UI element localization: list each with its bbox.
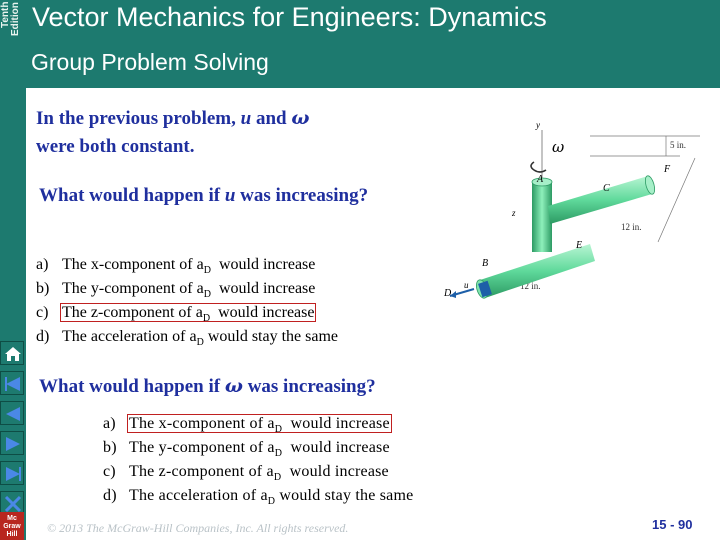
option-subscript: D bbox=[274, 448, 283, 460]
option-text: The y-component of a bbox=[62, 280, 204, 297]
copyright-notice: © 2013 The McGraw-Hill Companies, Inc. All rights reserved. bbox=[47, 521, 349, 535]
option-letter: b) bbox=[36, 280, 50, 297]
option-text-end: would increase bbox=[210, 256, 316, 273]
answer-option[interactable] bbox=[36, 253, 338, 277]
y-axis-label: y bbox=[536, 120, 540, 130]
question1-line2: were both constant. bbox=[36, 136, 195, 157]
option-subscript: D bbox=[274, 424, 283, 436]
navigation-sidebar bbox=[0, 88, 26, 540]
velocity-symbol: u bbox=[240, 108, 252, 129]
question1-and: and bbox=[251, 108, 292, 129]
next-slide-button[interactable] bbox=[0, 431, 24, 455]
pipe-assembly-figure bbox=[440, 118, 720, 318]
previous-slide-button[interactable] bbox=[0, 401, 24, 425]
correct-answer-highlight bbox=[60, 303, 316, 325]
answer-options-u bbox=[36, 253, 338, 349]
next-icon bbox=[2, 433, 24, 455]
question-constant-text bbox=[36, 104, 476, 161]
slide-subtitle: Group Problem Solving bbox=[31, 49, 269, 75]
option-text: The z-component of a bbox=[129, 463, 274, 480]
answer-option[interactable] bbox=[36, 277, 338, 301]
option-text-end: would increase bbox=[210, 280, 316, 297]
option-subscript: D bbox=[267, 496, 276, 508]
velocity-symbol: u bbox=[224, 185, 236, 206]
upper-pipe-branch bbox=[548, 176, 652, 224]
option-letter: d) bbox=[36, 328, 50, 345]
option-text: The acceleration of a bbox=[129, 487, 268, 504]
option-text-end: would increase bbox=[281, 463, 389, 480]
answer-option[interactable] bbox=[103, 460, 413, 484]
first-slide-button[interactable] bbox=[0, 371, 24, 395]
option-text-end: would stay the same bbox=[203, 328, 339, 345]
slide-title: Vector Mechanics for Engineers: Dynamics bbox=[32, 2, 547, 32]
correct-answer-highlight bbox=[127, 414, 392, 436]
u-label: u bbox=[464, 280, 469, 290]
question-omega-increasing bbox=[39, 373, 559, 400]
answer-option[interactable] bbox=[103, 436, 413, 460]
slide-header bbox=[0, 0, 720, 88]
edition-label: Tenth Edition bbox=[0, 2, 21, 36]
option-text: The x-component of a bbox=[62, 256, 204, 273]
answer-options-omega bbox=[103, 412, 413, 508]
option-text: The acceleration of a bbox=[62, 328, 197, 345]
option-text: The x-component of a bbox=[129, 415, 275, 432]
option-text: The z-component of a bbox=[62, 304, 203, 321]
question3-post: was increasing? bbox=[242, 376, 376, 397]
answer-option-correct[interactable] bbox=[103, 412, 413, 436]
rotation-arrow-icon bbox=[531, 162, 546, 172]
point-d-label: D bbox=[444, 288, 452, 299]
dimension-5in-label: 5 in. bbox=[670, 140, 687, 150]
home-button[interactable] bbox=[0, 341, 24, 365]
last-slide-button[interactable] bbox=[0, 461, 24, 485]
point-e-label: E bbox=[576, 240, 583, 251]
point-f-label: F bbox=[664, 164, 671, 175]
answer-option-correct[interactable] bbox=[36, 301, 338, 325]
option-letter: c) bbox=[36, 304, 49, 321]
option-letter: c) bbox=[103, 463, 116, 480]
answer-option[interactable] bbox=[103, 484, 413, 508]
omega-symbol: ω bbox=[224, 375, 243, 397]
dimension-12in-label: 12 in. bbox=[621, 222, 642, 232]
option-subscript: D bbox=[202, 313, 211, 325]
option-letter: a) bbox=[36, 256, 49, 273]
point-a-label: A bbox=[537, 174, 544, 185]
z-axis-label: z bbox=[512, 208, 516, 218]
omega-label: ω bbox=[552, 138, 565, 156]
home-icon bbox=[2, 343, 24, 365]
dimension-12in-label: 12 in. bbox=[520, 281, 541, 291]
option-text: The y-component of a bbox=[129, 439, 275, 456]
question-u-increasing bbox=[39, 182, 479, 210]
option-text-end: would increase bbox=[282, 415, 390, 432]
option-text-end: would increase bbox=[210, 304, 315, 321]
question1-text: In the previous problem, bbox=[36, 108, 241, 129]
option-letter: b) bbox=[103, 439, 117, 456]
point-b-label: B bbox=[482, 258, 489, 269]
option-subscript: D bbox=[203, 265, 211, 277]
question2-post: was increasing? bbox=[235, 185, 369, 206]
option-letter: a) bbox=[103, 415, 116, 432]
vertical-pipe bbox=[532, 182, 552, 252]
point-c-label: C bbox=[603, 183, 610, 194]
option-letter: d) bbox=[103, 487, 117, 504]
slide-number: 15 - 90 bbox=[652, 517, 693, 532]
question3-pre: What would happen if bbox=[39, 376, 225, 397]
omega-symbol: ω bbox=[291, 107, 310, 129]
option-subscript: D bbox=[196, 337, 204, 349]
last-icon bbox=[2, 463, 24, 485]
answer-option[interactable] bbox=[36, 325, 338, 349]
option-subscript: D bbox=[203, 289, 211, 301]
option-subscript: D bbox=[273, 472, 282, 484]
question2-pre: What would happen if bbox=[39, 185, 225, 206]
option-text-end: would increase bbox=[282, 439, 390, 456]
prev-icon bbox=[2, 403, 24, 425]
first-icon bbox=[2, 373, 24, 395]
publisher-logo: Mc Graw Hill bbox=[0, 512, 24, 540]
option-text-end: would stay the same bbox=[275, 487, 414, 504]
